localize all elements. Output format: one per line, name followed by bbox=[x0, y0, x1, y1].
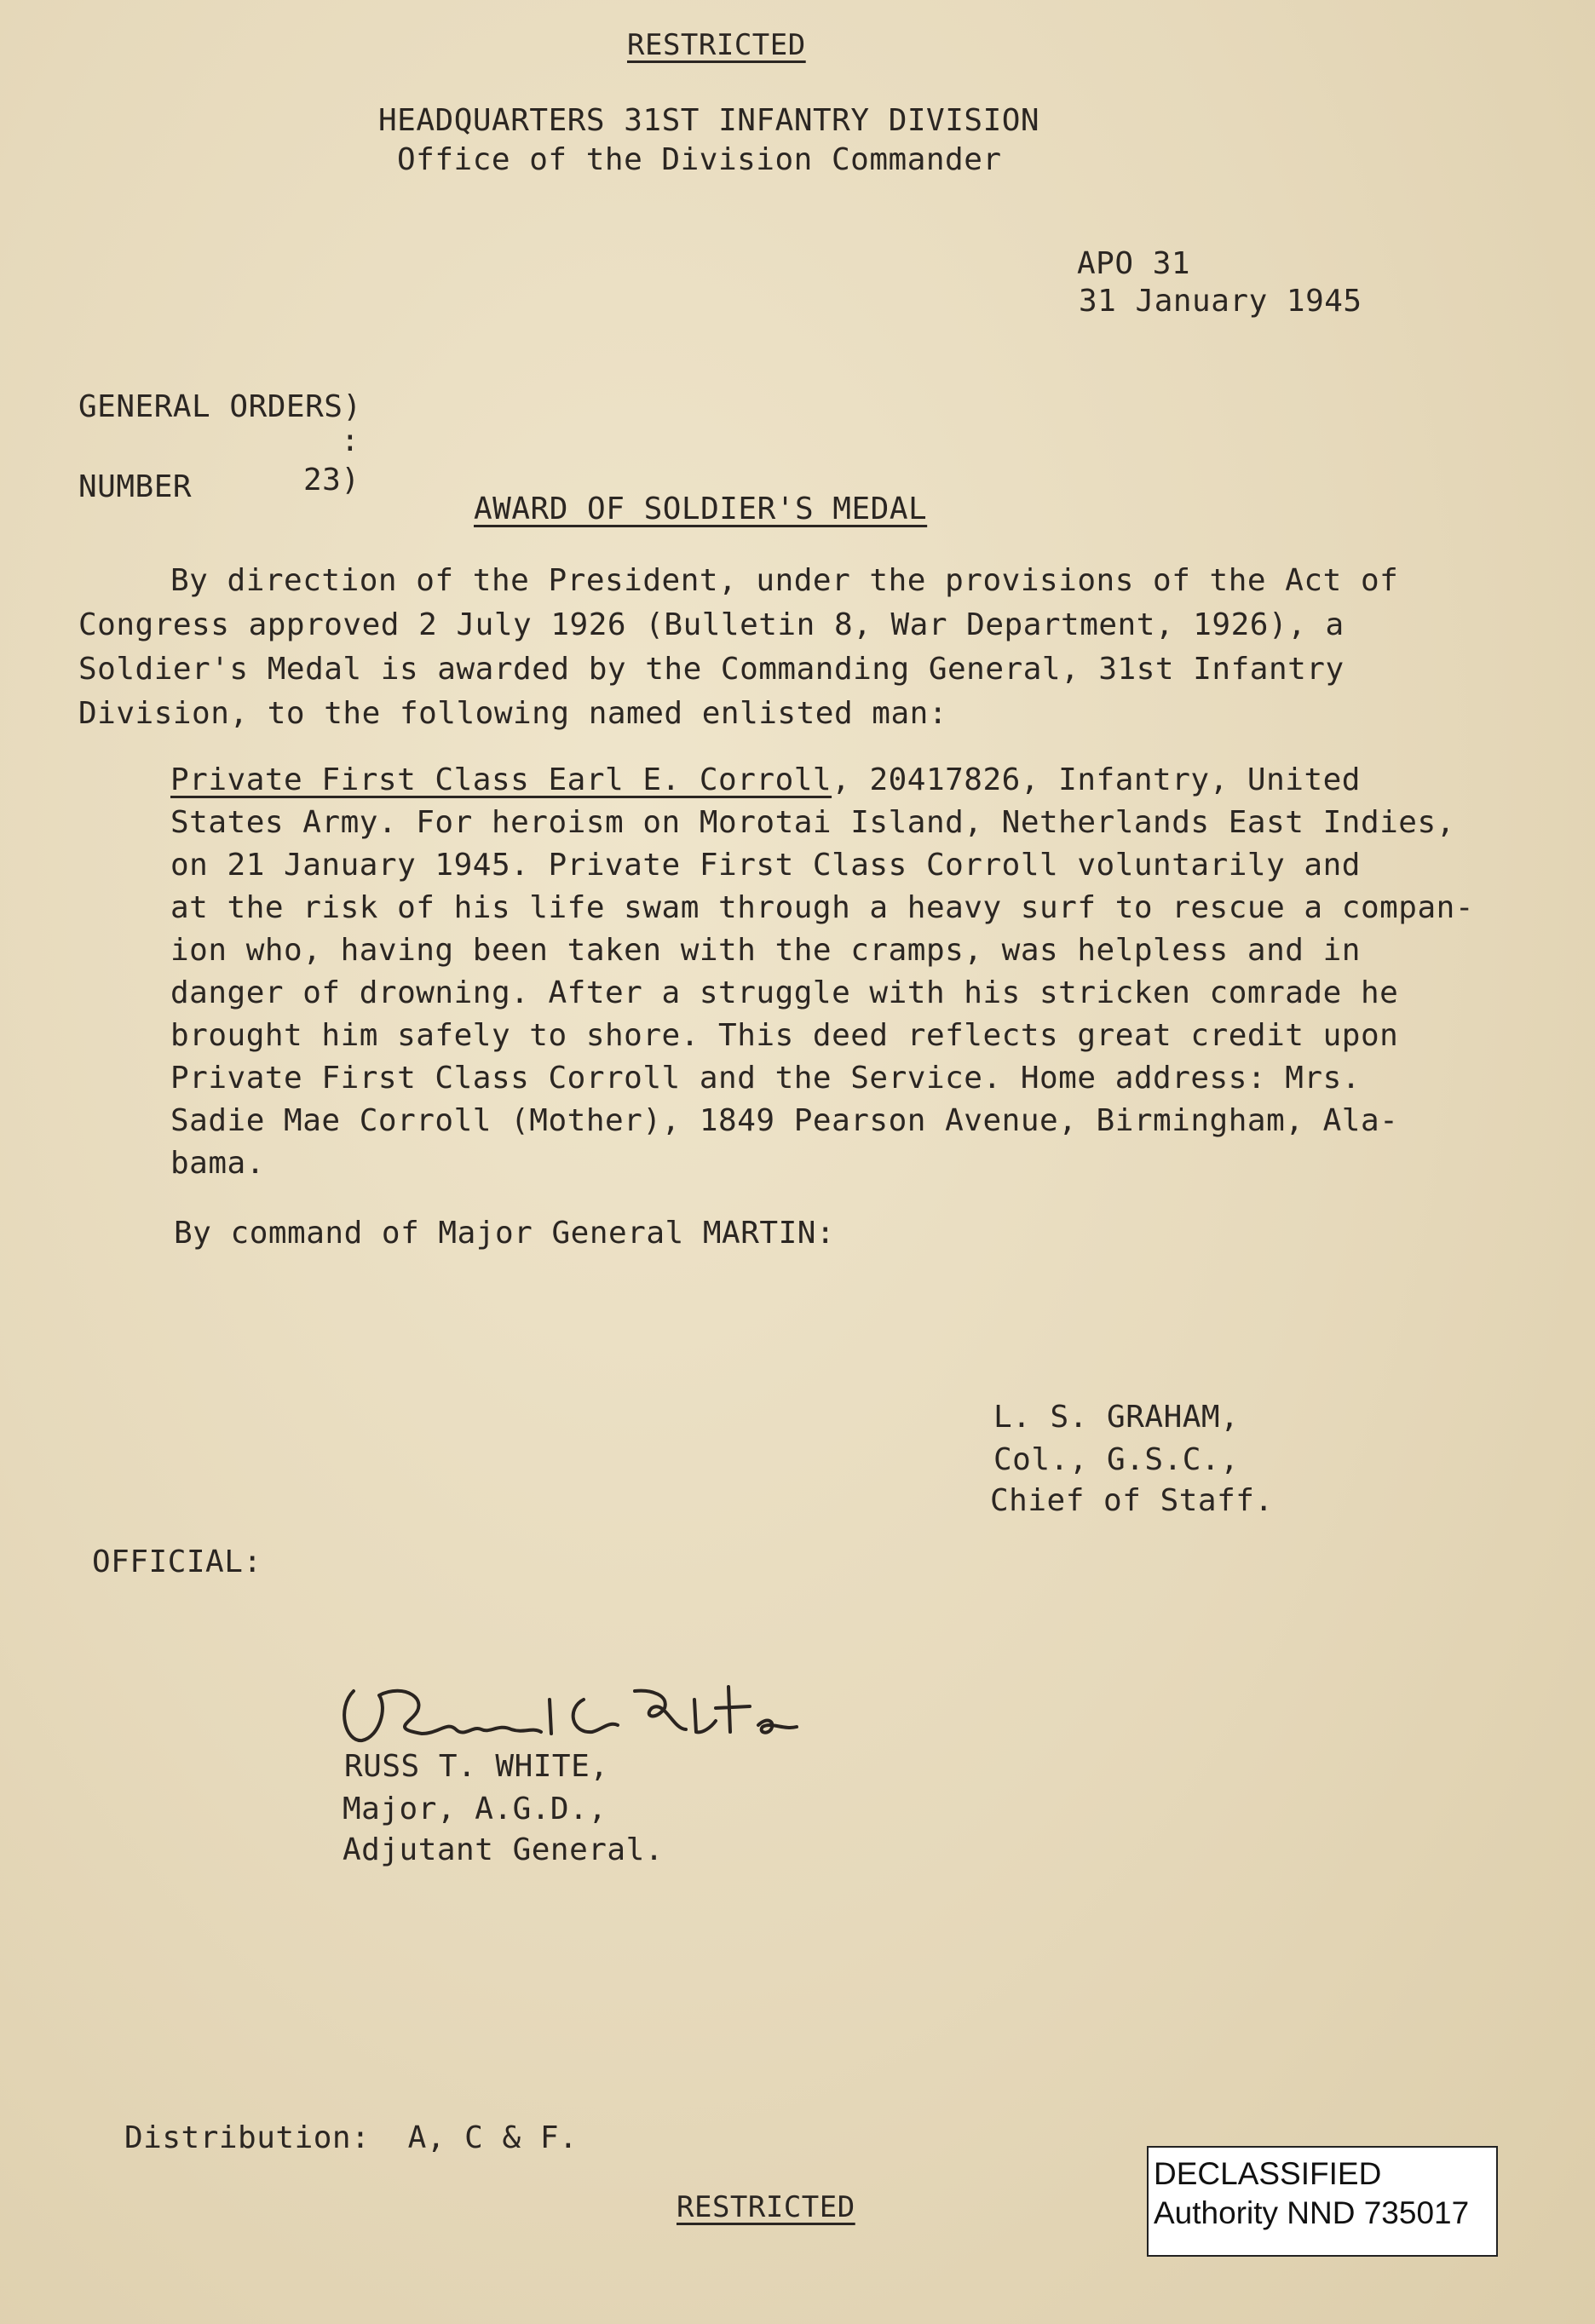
handwritten-signature bbox=[328, 1648, 839, 1759]
citation-line: ion who, having been taken with the cramps, was helpless and in bbox=[170, 933, 1361, 968]
citation-line: danger of drowning. After a struggle with his stricken comrade he bbox=[170, 975, 1399, 1010]
citation-line: bama. bbox=[170, 1146, 265, 1181]
chief-of-staff-title: Chief of Staff. bbox=[990, 1483, 1274, 1518]
general-orders-label: GENERAL ORDERS) bbox=[78, 389, 362, 424]
citation-line: States Army. For heroism on Morotai Island, Netherlands East Indies, bbox=[170, 805, 1455, 840]
recipient-serial: , 20417826, Infantry, United bbox=[832, 762, 1361, 797]
distribution-line: Distribution: A, C & F. bbox=[124, 2120, 579, 2155]
command-line: By command of Major General MARTIN: bbox=[174, 1216, 836, 1251]
intro-line: Soldier's Medal is awarded by the Commanding General, 31st Infantry bbox=[78, 652, 1345, 687]
citation-line: at the risk of his life swam through a heavy surf to rescue a compan- bbox=[170, 890, 1474, 925]
general-orders-colon: : bbox=[341, 423, 360, 458]
number-label: NUMBER bbox=[78, 469, 193, 504]
intro-line: By direction of the President, under the provisions of the Act of bbox=[170, 563, 1399, 598]
subject-title: AWARD OF SOLDIER'S MEDAL bbox=[474, 492, 928, 526]
official-label: OFFICIAL: bbox=[92, 1545, 262, 1579]
citation-first-line bbox=[170, 762, 1361, 797]
classification-bottom: RESTRICTED bbox=[677, 2190, 855, 2224]
adjutant-rank: Major, A.G.D., bbox=[343, 1792, 607, 1826]
adjutant-title: Adjutant General. bbox=[343, 1832, 664, 1867]
adjutant-name: RUSS T. WHITE, bbox=[344, 1749, 609, 1784]
recipient-name: Private First Class Earl E. Corroll bbox=[170, 762, 832, 797]
intro-line: Congress approved 2 July 1926 (Bulletin 8, War Department, 1926), a bbox=[78, 607, 1345, 642]
number-value: 23) bbox=[303, 463, 360, 498]
citation-line: Private First Class Corroll and the Service. Home address: Mrs. bbox=[170, 1061, 1361, 1096]
headquarters-heading: HEADQUARTERS 31ST INFANTRY DIVISION bbox=[378, 103, 1040, 138]
intro-line: Division, to the following named enlisted man: bbox=[78, 696, 947, 731]
citation-line: Sadie Mae Corroll (Mother), 1849 Pearson Avenue, Birmingham, Ala- bbox=[170, 1103, 1399, 1138]
chief-of-staff-rank: Col., G.S.C., bbox=[993, 1442, 1240, 1477]
declassified-stamp bbox=[1147, 2146, 1498, 2257]
classification-top: RESTRICTED bbox=[627, 28, 806, 62]
citation-line: brought him safely to shore. This deed reflects great credit upon bbox=[170, 1018, 1399, 1053]
apo-line: APO 31 bbox=[1077, 246, 1191, 281]
date-line: 31 January 1945 bbox=[1079, 284, 1362, 319]
office-heading: Office of the Division Commander bbox=[397, 142, 1002, 177]
stamp-line-declassified: DECLASSIFIED bbox=[1154, 2156, 1382, 2191]
citation-line: on 21 January 1945. Private First Class Corroll voluntarily and bbox=[170, 848, 1361, 883]
stamp-line-authority: Authority NND 735017 bbox=[1154, 2195, 1470, 2231]
chief-of-staff-name: L. S. GRAHAM, bbox=[993, 1400, 1240, 1435]
